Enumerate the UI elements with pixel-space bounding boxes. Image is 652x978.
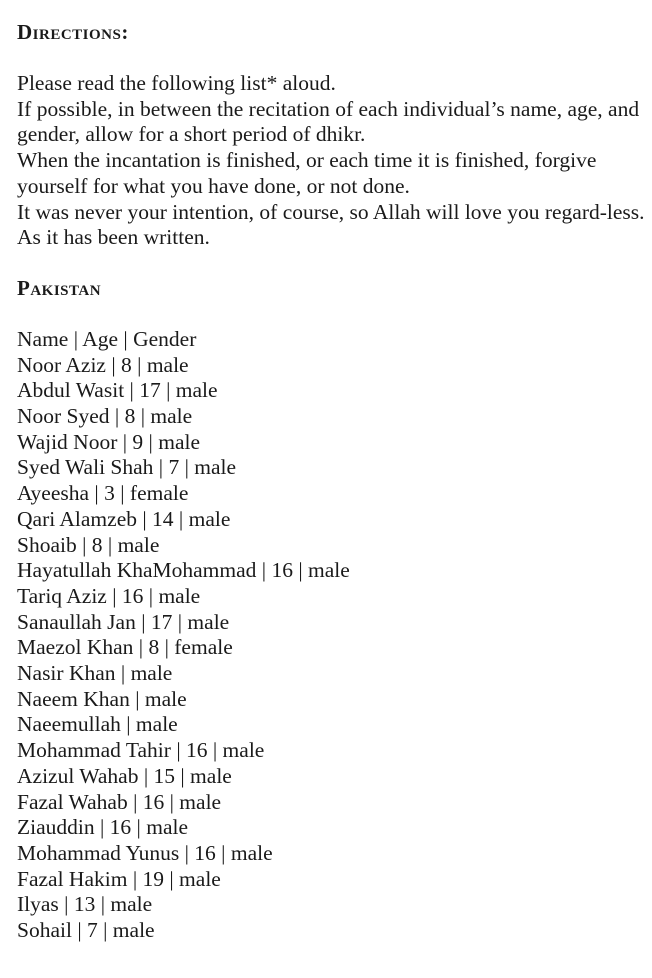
name-list	[17, 327, 647, 944]
list-item: Wajid Noor | 9 | male	[17, 429, 201, 454]
list-item: Mohammad Tahir | 16 | male	[17, 738, 265, 763]
list-item: Naeemullah | male	[17, 712, 178, 737]
directions-line: When the incantation is finished, or each time it is finished, forgive yourself for what you have done, or not done.	[17, 148, 597, 198]
list-item: Ayeesha | 3 | female	[17, 481, 189, 506]
list-item: Naeem Khan | male	[17, 686, 187, 711]
list-item: Noor Syed | 8 | male	[17, 404, 193, 429]
directions-line: If possible, in between the recitation of each individual’s name, age, and gender, allow for a short period of dhikr.	[17, 96, 640, 147]
directions-heading: Directions:	[17, 20, 129, 44]
list-item: Qari Alamzeb | 14 | male	[17, 506, 231, 531]
document-page	[17, 19, 647, 944]
list-item: Mohammad Yunus | 16 | male	[17, 840, 273, 865]
list-item: Abdul Wasit | 17 | male	[17, 378, 218, 403]
list-item: Hayatullah KhaMohammad | 16 | male	[17, 558, 350, 583]
list-item: Fazal Hakim | 19 | male	[17, 866, 221, 891]
list-item: Sanaullah Jan | 17 | male	[17, 609, 230, 634]
list-item: Sohail | 7 | male	[17, 918, 155, 943]
list-item: Ziauddin | 16 | male	[17, 815, 189, 840]
directions-line: It was never your intention, of course, so Allah will love you regard-less.	[17, 199, 645, 224]
list-item: Nasir Khan | male	[17, 661, 173, 686]
list-header: Name | Age | Gender	[17, 326, 197, 351]
list-item: Shoaib | 8 | male	[17, 532, 160, 557]
list-item: Syed Wali Shah | 7 | male	[17, 455, 237, 480]
directions-body	[17, 71, 647, 251]
list-item: Ilyas | 13 | male	[17, 892, 153, 917]
list-item: Fazal Wahab | 16 | male	[17, 789, 222, 814]
list-item: Tariq Aziz | 16 | male	[17, 583, 201, 608]
section-heading: Pakistan	[17, 275, 102, 300]
list-item: Maezol Khan | 8 | female	[17, 635, 233, 660]
list-item: Azizul Wahab | 15 | male	[17, 763, 232, 788]
directions-line: As it has been written.	[17, 225, 210, 250]
directions-line: Please read the following list* aloud.	[17, 71, 336, 95]
list-item: Noor Aziz | 8 | male	[17, 352, 189, 377]
